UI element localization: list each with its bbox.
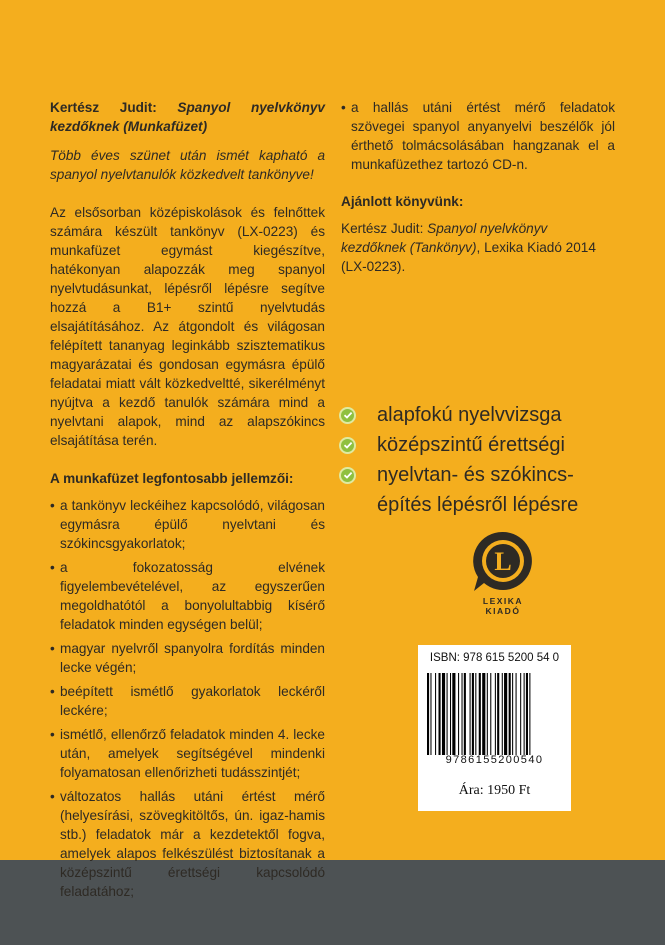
- description-text: Az elsősorban középiskolások és felnőttek számára készült tankönyv (LX-0223) és munkafüzet egymást kiegészítve, hatékonyan alapozzák meg spanyol nyelvtudásunkat, lépésről lépésre segítve hozzá a B1+ szintű nyelvtudás elsajátításához. Az átgondolt és világosan felépített tananyag leginkább szisztematikus magyarázatai és gondosan egymásra épülő feladatai miatt vált közkedveltté, sikerélményt nyújtva a kezdő tanulók számára mind a nyelvtani alapok, mind az alapszókincs elsajátítása terén.: [50, 205, 325, 448]
- features-list-continued: [341, 98, 615, 174]
- list-item: • a hallás utáni értést mérő feladatok szövegei spanyol anyanyelvi beszélők jól érthető tolmácsolásában hangzanak el a munkafüzethez tartozó CD-n.: [341, 98, 615, 174]
- list-item: • ismétlő, ellenőrző feladatok minden 4. lecke után, amelyek segítségével mindenki folyamatosan ellenőrizheti tudásszintjét;: [50, 725, 325, 782]
- features-heading: A munkafüzet legfontosabb jellemzői:: [50, 471, 294, 486]
- highlight-features: [339, 400, 639, 520]
- highlight-item: építés lépésről lépésre: [377, 493, 579, 516]
- recommend-text: Kertész Judit: Spanyol nyelvkönyv kezdőknek (Tankönyv), Lexika Kiadó 2014 (LX-0223).: [341, 221, 596, 274]
- check-icon: [339, 407, 356, 424]
- barcode-icon: [426, 673, 563, 755]
- speech-bubble-logo-icon: [468, 528, 538, 594]
- list-item: • beépített ismétlő gyakorlatok leckéről leckére;: [50, 682, 325, 720]
- check-icon: [339, 437, 356, 454]
- recommend-heading: Ajánlott könyvünk:: [341, 194, 464, 209]
- list-item: • magyar nyelvről spanyolra fordítás minden lecke végén;: [50, 639, 325, 677]
- publisher-logo: [468, 528, 538, 618]
- highlight-item: nyelvtan- és szókincs-: [339, 460, 639, 490]
- left-column: [50, 98, 325, 906]
- right-column: [341, 98, 615, 276]
- list-item: • a fokozatosság elvének figyelembevételével, az egyszerűen megoldhatótól a bonyolultabbig kísérő feladatok minden egységen belül;: [50, 558, 325, 634]
- barcode-label: [418, 645, 571, 811]
- features-list: [50, 496, 325, 901]
- list-item: • változatos hallás utáni értést mérő (helyesírási, szövegkitöltős, ún. igaz-hamis stb.) feladatok már a kezdetektől fogva, amelyek alapos felkészülést biztosítanak a középszintű érettségi kapcsolódó feladatához;: [50, 787, 325, 901]
- isbn-text: ISBN: 978 615 5200 54 0: [429, 652, 560, 664]
- highlight-item: alapfokú nyelvvizsga: [339, 400, 639, 430]
- highlight-item: középszintű érettségi: [339, 430, 639, 460]
- logo-line: LEXIKA: [482, 596, 524, 606]
- barcode-digits: 9786155200540: [445, 754, 544, 766]
- logo-line: KIADÓ: [485, 606, 521, 616]
- price-text: Ára: 1950 Ft: [458, 783, 531, 798]
- check-icon: [339, 467, 356, 484]
- book-title: Kertész Judit: Spanyol nyelvkönyv kezdőknek (Munkafüzet): [50, 100, 325, 134]
- list-item: • a tankönyv leckéihez kapcsolódó, világosan egymásra épülő nyelvtani és szókincsgyakorlatok;: [50, 496, 325, 553]
- intro-text: Több éves szünet után ismét kapható a spanyol nyelvtanulók közkedvelt tankönyve!: [50, 148, 325, 182]
- svg-text:L: L: [494, 547, 512, 576]
